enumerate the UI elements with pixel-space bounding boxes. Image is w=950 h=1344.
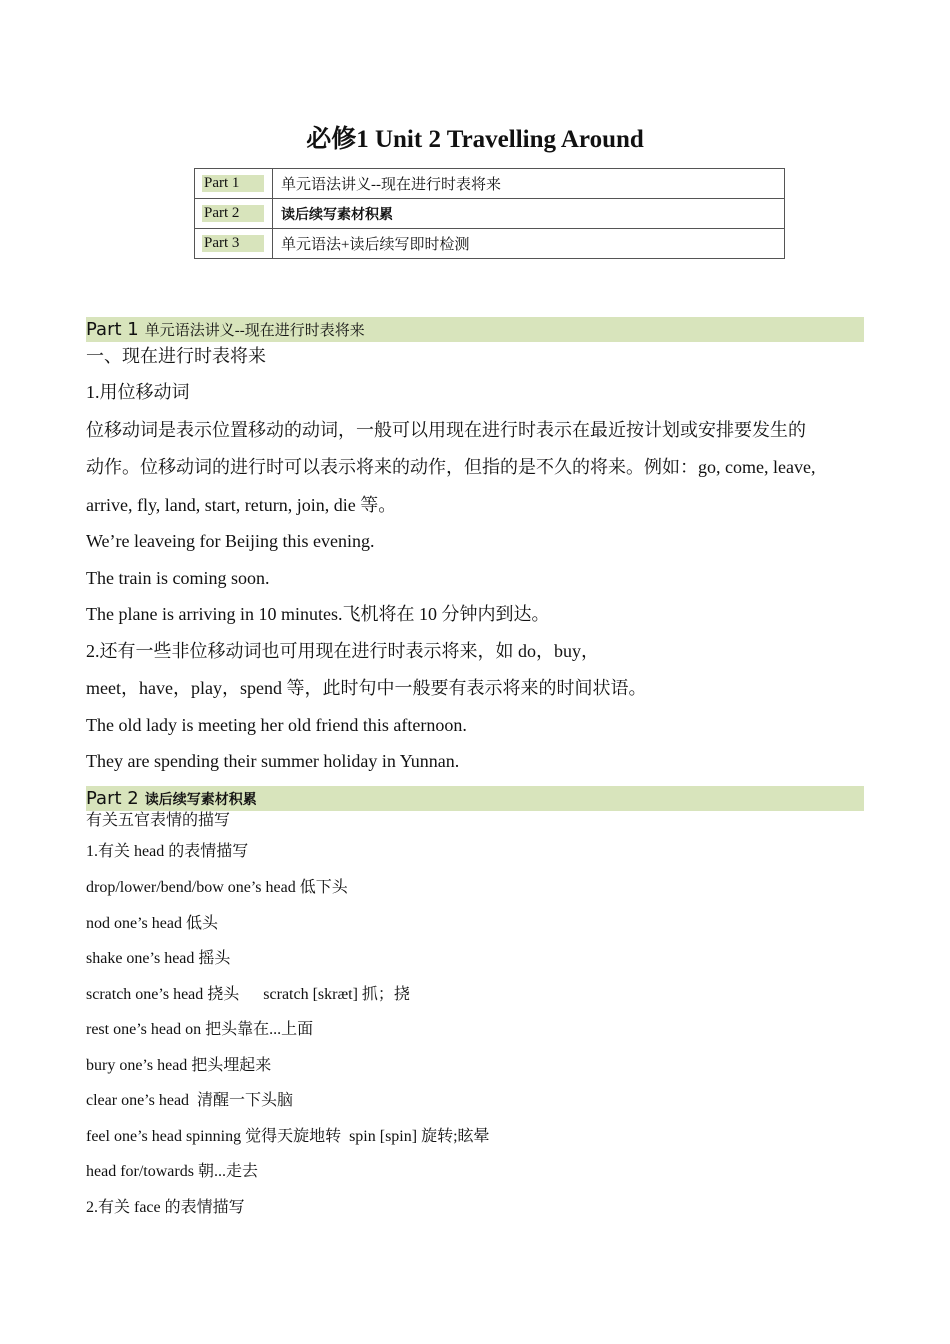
- toc-part-label: Part 2: [202, 205, 264, 222]
- paragraph-line: feel one’s head spinning 觉得天旋地转 spin [spin] 旋转;眩晕: [86, 1128, 490, 1145]
- paragraph-line: arrive, fly, land, start, return, join, die 等。: [86, 495, 397, 515]
- toc-desc-cell: 读后续写素材积累: [273, 199, 785, 229]
- toc-part-cell: [195, 169, 273, 199]
- paragraph-line: clear one’s head 清醒一下头脑: [86, 1092, 294, 1109]
- toc-part-label: Part 1: [202, 175, 264, 192]
- part2-label: Part 2: [86, 788, 139, 809]
- paragraph-line: The old lady is meeting her old friend this afternoon.: [86, 715, 467, 735]
- paragraph-line: The train is coming soon.: [86, 568, 270, 588]
- paragraph-line: 一、现在进行时表将来: [86, 346, 266, 366]
- paragraph-line: 2.有关 face 的表情描写: [86, 1199, 245, 1216]
- paragraph-line: nod one’s head 低头: [86, 915, 218, 932]
- toc-desc-cell: 单元语法讲义--现在进行时表将来: [273, 169, 785, 199]
- paragraph-line: drop/lower/bend/bow one’s head 低下头: [86, 879, 348, 896]
- paragraph-line: 动作。位移动词的进行时可以表示将来的动作，但指的是不久的将来。例如：go, come, leave,: [86, 457, 816, 477]
- part2-heading-band: [86, 786, 864, 811]
- paragraph-line: bury one’s head 把头埋起来: [86, 1057, 272, 1074]
- part1-label: Part 1: [86, 319, 139, 340]
- table-row: [195, 229, 785, 259]
- part2-heading: 读后续写素材积累: [144, 791, 257, 808]
- paragraph-line: 1.有关 head 的表情描写: [86, 843, 249, 860]
- paragraph-line: 位移动词是表示位置移动的动词，一般可以用现在进行时表示在最近按计划或安排要发生的: [86, 420, 806, 440]
- paragraph-line: 有关五官表情的描写: [86, 812, 231, 829]
- contents-table: [194, 168, 785, 259]
- paragraph-line: scratch one’s head 挠头 scratch [skræt] 抓；挠: [86, 986, 410, 1003]
- paragraph-line: 2.还有一些非位移动词也可用现在进行时表示将来，如 do，buy，: [86, 641, 599, 661]
- table-row: [195, 199, 785, 229]
- part1-heading-band: [86, 317, 864, 342]
- toc-part-cell: [195, 229, 273, 259]
- paragraph-line: 1.用位移动词: [86, 382, 190, 402]
- page-title: 必修1 Unit 2 Travelling Around: [306, 126, 644, 153]
- table-row: [195, 169, 785, 199]
- toc-part-cell: [195, 199, 273, 229]
- part1-heading: 单元语法讲义--现在进行时表将来: [144, 323, 365, 339]
- paragraph-line: The plane is arriving in 10 minutes.飞机将在 10 分钟内到达。: [86, 604, 550, 624]
- paragraph-line: We’re leaveing for Beijing this evening.: [86, 531, 375, 551]
- paragraph-line: shake one’s head 摇头: [86, 950, 231, 967]
- paragraph-line: meet，have，play，spend 等，此时句中一般要有表示将来的时间状语。: [86, 678, 647, 698]
- paragraph-line: They are spending their summer holiday in Yunnan.: [86, 751, 460, 771]
- paragraph-line: head for/towards 朝...走去: [86, 1163, 258, 1180]
- toc-part-label: Part 3: [202, 235, 264, 252]
- toc-desc-cell: 单元语法+读后续写即时检测: [273, 229, 785, 259]
- paragraph-line: rest one’s head on 把头靠在...上面: [86, 1021, 314, 1038]
